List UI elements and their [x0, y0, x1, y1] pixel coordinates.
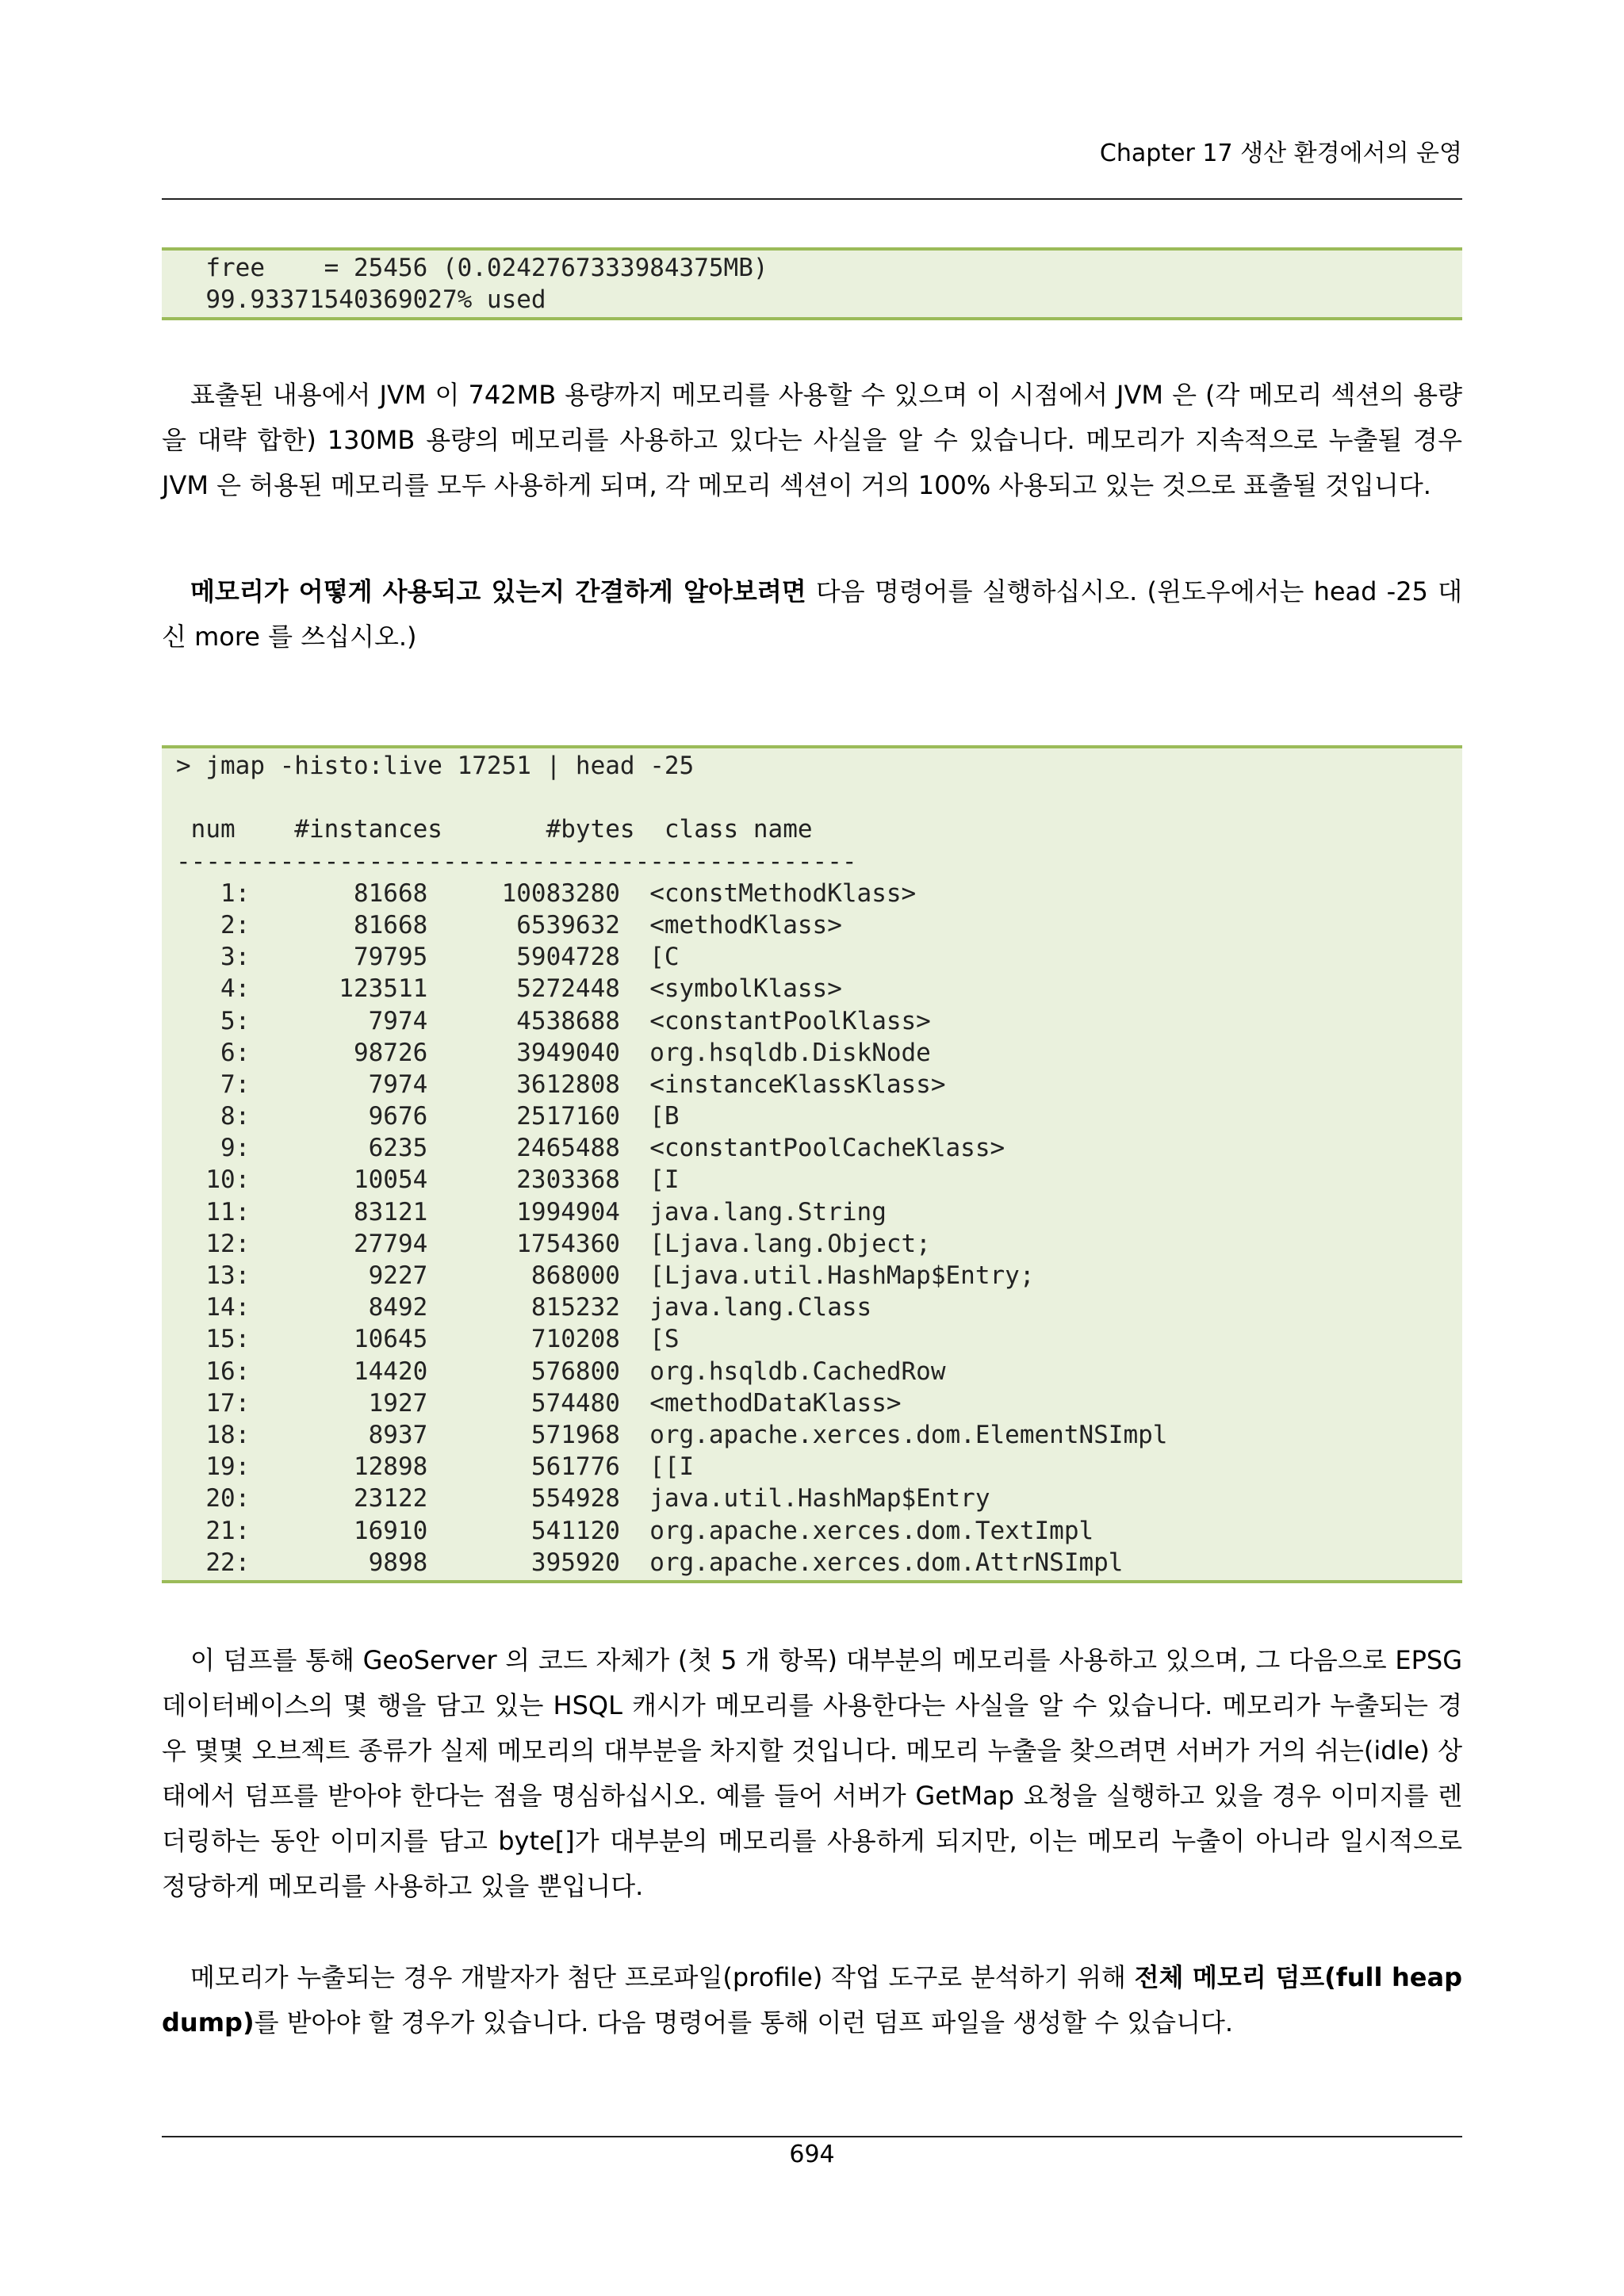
paragraph-full-heap-dump-post: 를 받아야 할 경우가 있습니다. 다음 명령어를 통해 이런 덤프 파일을 생성할 수 있습니다. — [254, 2007, 1234, 2038]
code-line: 6: 98726 3949040 org.hsqldb.DiskNode — [176, 1038, 931, 1067]
code-line: 11: 83121 1994904 java.lang.String — [176, 1197, 887, 1226]
code-line: 15: 10645 710208 [S — [176, 1325, 680, 1354]
code-line: 13: 9227 868000 [Ljava.util.HashMap$Entry; — [176, 1261, 1035, 1290]
code-line: 4: 123511 5272448 <symbolKlass> — [176, 974, 842, 1004]
code-line: 21: 16910 541120 org.apache.xerces.dom.TextImpl — [176, 1516, 1094, 1545]
code-line: 14: 8492 815232 java.lang.Class — [176, 1293, 872, 1322]
code-line: 19: 12898 561776 [[I — [176, 1452, 695, 1482]
code-block-memory-usage — [162, 247, 1462, 320]
code-block-jmap-histo — [162, 745, 1462, 1583]
code-line: free = 25456 (0.0242767333984375MB) — [176, 254, 768, 282]
code-line: 9: 6235 2465488 <constantPoolCacheKlass> — [176, 1134, 1005, 1163]
paragraph-histo-intro-rest: 다음 명령어를 실행하십시오. (윈도우에서는 head -25 대신 more 를 쓰십시오.) — [162, 576, 1462, 652]
code-line: 8: 9676 2517160 [B — [176, 1102, 680, 1131]
code-line: 7: 7974 3612808 <instanceKlassKlass> — [176, 1070, 946, 1099]
code-line: 12: 27794 1754360 [Ljava.lang.Object; — [176, 1229, 931, 1258]
code-line: ---------------------------------------------- — [176, 847, 857, 876]
paragraph-full-heap-dump-bold: 전체 메모리 덤프(full heap dump) — [162, 1962, 1462, 2038]
footer-rule — [162, 2136, 1462, 2137]
code-line: 18: 8937 571968 org.apache.xerces.dom.ElementNSImpl — [176, 1420, 1168, 1449]
code-line: 2: 81668 6539632 <methodKlass> — [176, 910, 842, 939]
paragraph-full-heap-dump-pre: 메모리가 누출되는 경우 개발자가 첨단 프로파일(profile) 작업 도구로 분석하기 위해 — [190, 1962, 1135, 1992]
code-line: num #instances #bytes class name — [176, 815, 813, 844]
paragraph-jvm-memory-text: 표출된 내용에서 JVM 이 742MB 용량까지 메모리를 사용할 수 있으며 이 시점에서 JVM 은 (각 메모리 섹션의 용량을 대략 합한) 130MB 용량의 메모리를 사용하고 있다는 사실을 알 수 있습니다. 메모리가 지속적으로 누출될 경우 JVM 은 허용된 메모리를 모두 사용하게 되며, 각 메모리 섹션이 거의 100% 사용되고 있는 것으로 표출될 것입니다. — [162, 380, 1462, 500]
header-rule — [162, 198, 1462, 200]
paragraph-dump-analysis-text: 이 덤프를 통해 GeoServer 의 코드 자체가 (첫 5 개 항목) 대부분의 메모리를 사용하고 있으며, 그 다음으로 EPSG 데이터베이스의 몇 행을 담고 있는 HSQL 캐시가 메모리를 사용한다는 사실을 알 수 있습니다. 메모리가 누출되는 경우 몇몇 오브젝트 종류가 실제 메모리의 대부분을 차지할 것입니다. 메모리 누출을 찾으려면 서버가 거의 쉬는(idle) 상태에서 덤프를 받아야 한다는 점을 명심하십시오. 예를 들어 서버가 GetMap 요청을 실행하고 있을 경우 이미지를 렌더링하는 동안 이미지를 담고 byte[]가 대부분의 메모리를 사용하게 되지만, 이는 메모리 누출이 아니라 일시적으로 정당하게 메모리를 사용하고 있을 뿐입니다. — [162, 1645, 1462, 1901]
paragraph-histo-intro-bold: 메모리가 어떻게 사용되고 있는지 간결하게 알아보려면 — [190, 576, 806, 607]
code-line: 99.93371540369027% used — [176, 285, 546, 315]
code-line: 20: 23122 554928 java.util.HashMap$Entry — [176, 1484, 990, 1513]
code-line: 1: 81668 10083280 <constMethodKlass> — [176, 878, 917, 908]
chapter-header: Chapter 17 생산 환경에서의 운영 — [1099, 140, 1462, 167]
page-number: 694 — [789, 2141, 835, 2168]
code-line: > jmap -histo:live 17251 | head -25 — [176, 752, 695, 780]
paragraph-histo-intro — [162, 569, 1462, 660]
code-line: 5: 7974 4538688 <constantPoolKlass> — [176, 1006, 931, 1035]
code-line: 16: 14420 576800 org.hsqldb.CachedRow — [176, 1357, 946, 1386]
paragraph-full-heap-dump — [162, 1955, 1462, 2045]
code-line: 10: 10054 2303368 [I — [176, 1165, 680, 1195]
paragraph-dump-analysis — [162, 1638, 1462, 1909]
code-line: 22: 9898 395920 org.apache.xerces.dom.AttrNSImpl — [176, 1548, 1124, 1577]
paragraph-jvm-memory — [162, 373, 1462, 508]
code-line — [162, 782, 1462, 813]
code-line: 17: 1927 574480 <methodDataKlass> — [176, 1388, 902, 1418]
code-line: 3: 79795 5904728 [C — [176, 943, 680, 972]
